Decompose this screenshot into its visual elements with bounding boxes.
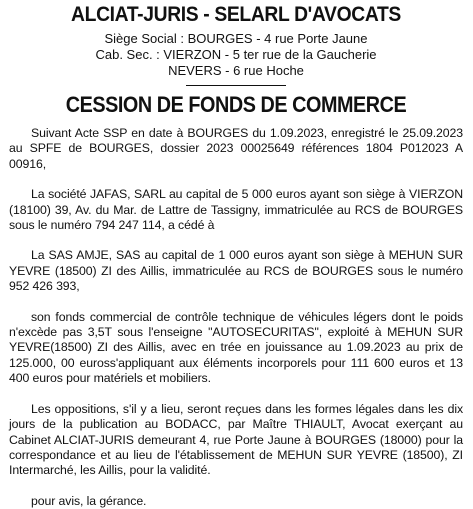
address-line-nevers: NEVERS - 6 rue Hoche bbox=[168, 63, 304, 78]
address-line-head-office: Siège Social : BOURGES - 4 rue Porte Jaune bbox=[104, 31, 368, 46]
firm-address bbox=[9, 31, 463, 79]
address-line-secondary-office: Cab. Sec. : VIERZON - 5 ter rue de la Gaucherie bbox=[95, 47, 377, 62]
firm-name: ALCIAT-JURIS - SELARL D'AVOCATS bbox=[71, 3, 401, 26]
header-divider bbox=[186, 85, 286, 86]
paragraph-signature: pour avis, la gérance. bbox=[31, 493, 147, 508]
paragraph-act-reference: Suivant Acte SSP en date à BOURGES du 1.09.2023, enregistré le 25.09.2023 au SPFE de BOURGES, dossier 2023 00025649 références 1804 P012023 A 00916, bbox=[9, 126, 463, 171]
paragraph-seller: La société JAFAS, SARL au capital de 5 000 euros ayant son siège à VIERZON (18100) 39, Av. du Mar. de Lattre de Tassigny, immatriculée au RCS de BOURGES sous le numéro 794 247 114, a cédé à bbox=[9, 187, 463, 233]
paragraph-buyer: La SAS AMJE, SAS au capital de 1 000 euros ayant son siège à MEHUN SUR YEVRE (18500) ZI des Aillis, immatriculée au RCS de BOURGES sous le numéro 952 426 393, bbox=[9, 248, 463, 294]
notice-title: CESSION DE FONDS DE COMMERCE bbox=[65, 92, 407, 117]
notice-body bbox=[9, 126, 463, 509]
paragraph-business-description: son fonds commercial de contrôle technique de véhicules légers dont le poids n'excède pas 3,5T sous l'enseigne "AUTOSECURITAS", exploité à MEHUN SUR YEVRE(18500) ZI des Aillis, avec en trée en jouissance au 1.09.2023 au prix de 125.000, 00 euross'appliquant aux éléments incorporels pour 111 600 euros et 13 400 euros pour matériels et mobiliers. bbox=[9, 309, 463, 386]
paragraph-oppositions: Les oppositions, s'il y a lieu, seront reçues dans les formes légales dans les dix jours de la publication au BODACC, par Maître THIAULT, Avocat exerçant au Cabinet ALCIAT-JURIS demeurant 4, rue Porte Jaune à BOURGES (18000) pour la correspondance et au lieu de l'établissement de MEHUN SUR YEVRE (18500), ZI Intermarché, les Aillis, pour la validité. bbox=[9, 401, 463, 478]
